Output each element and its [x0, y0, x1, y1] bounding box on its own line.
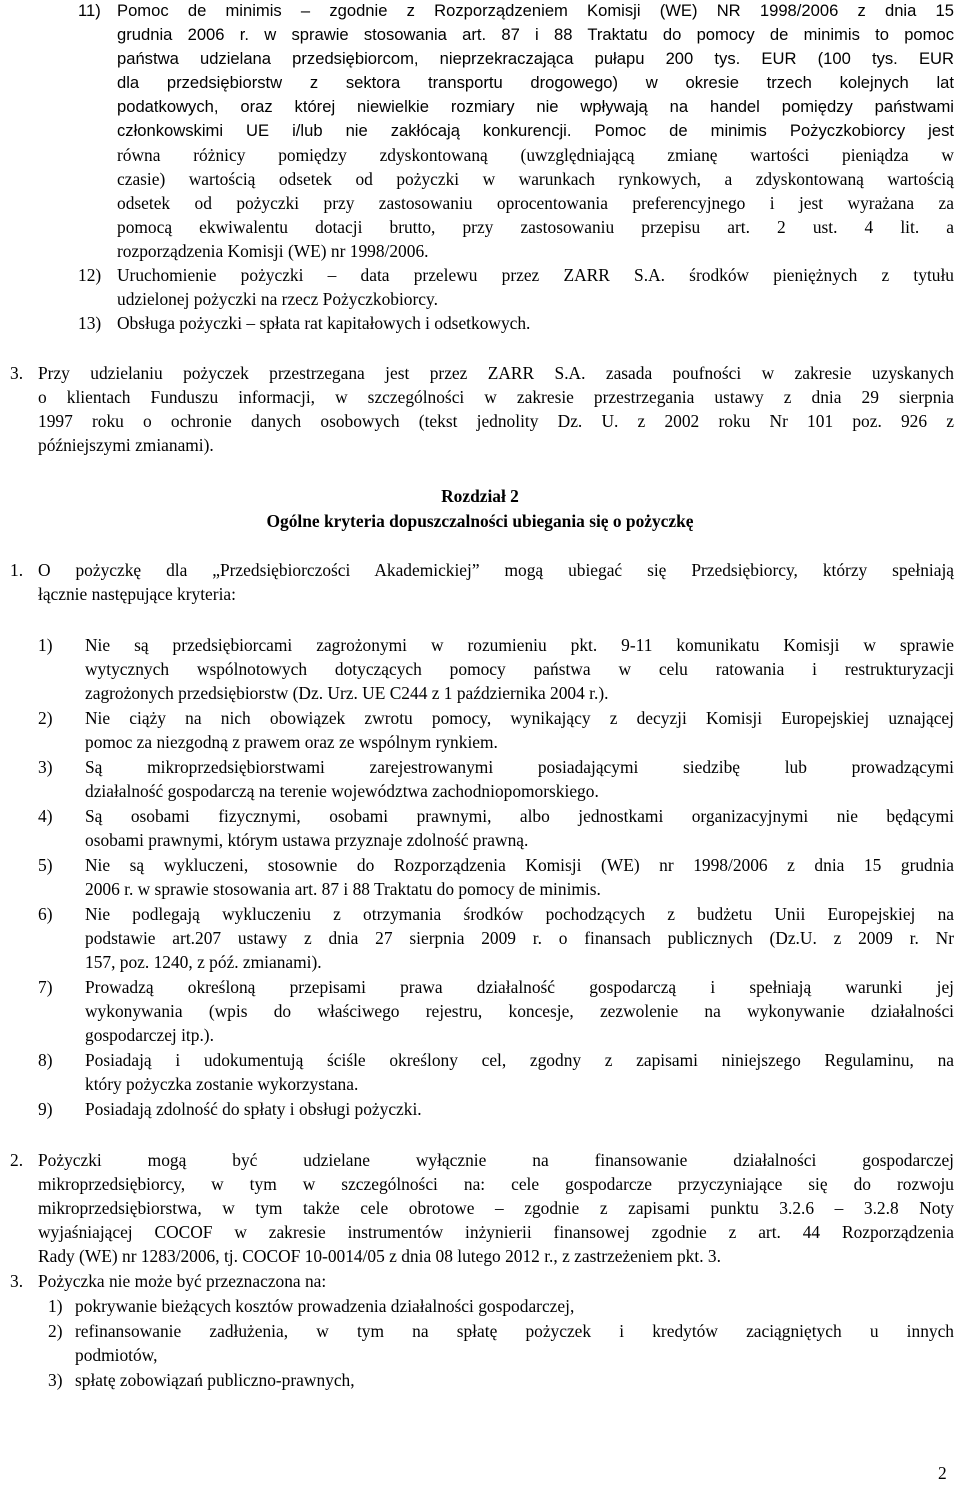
text-line: mikroprzedsiębiorstwa, w tym także cele obrotowe – zgodnie z zapisami punktu 3.2.6 – 3.2.8 Noty [38, 1198, 954, 1218]
exclusion-number: 2) [48, 1321, 63, 1341]
text-line: odsetek od pożyczki przy zastosowaniu oprocentowania preferencyjnego i jest wyrażana za [117, 193, 954, 213]
text-line: czasie) wartością odsetek od pożyczki w warunkach rynkowych, a zdyskontowaną wartością [117, 169, 954, 189]
criterion-number: 5) [38, 855, 53, 875]
text-line: wytycznych wspólnotowych dotyczących pomocy państwa w celu ratowania i restrukturyzacji [85, 659, 954, 679]
text-line: podmiotów, [75, 1345, 158, 1365]
text-line: wyjaśniającej COCOF w zakresie instrumentów inżynierii finansowej zgodnie z art. 44 Rozporządzenia [38, 1222, 954, 1242]
text-line: Pożyczka nie może być przeznaczona na: [38, 1271, 327, 1291]
criterion-number: 3) [38, 757, 53, 777]
text-line: Przy udzielaniu pożyczek przestrzegana jest przez ZARR S.A. zasada poufności w zakresie uzyskanych [38, 363, 954, 383]
text-line: pomoc za niezgodną z prawem oraz ze wspólnym rynkiem. [85, 732, 498, 752]
criterion-number: 9) [38, 1099, 53, 1119]
text-line: rozporządzenia Komisji (WE) nr 1998/2006. [117, 241, 429, 261]
text-line: gospodarczej itp.). [85, 1025, 214, 1045]
criterion-number: 8) [38, 1050, 53, 1070]
chapter-subtitle: Ogólne kryteria dopuszczalności ubiegania się o pożyczkę [266, 511, 694, 531]
page-number: 2 [938, 1463, 947, 1483]
text-line: O pożyczkę dla „Przedsiębiorczości Akademickiej” mogą ubiegać się Przedsiębiorcy, którzy spełniają [38, 560, 954, 580]
text-line: Prowadzą określoną przepisami prawa działalność gospodarczą i spełniają warunki jej [85, 977, 954, 997]
item-number: 12) [78, 265, 102, 285]
point-number: 3. [10, 363, 24, 383]
text-line: pomocą ekwiwalentu dotacji brutto, przy zastosowaniu przepisu art. 2 ust. 4 lit. a [117, 217, 954, 237]
text-line: 1997 roku o ochronie danych osobowych (tekst jednolity Dz. U. z 2002 roku Nr 101 poz. 926 z [38, 411, 954, 431]
text-line: Są osobami fizycznymi, osobami prawnymi, albo jednostkami organizacyjnymi nie będącymi [85, 806, 954, 826]
text-line: o klientach Funduszu informacji, w szczególności w zakresie przestrzegania ustawy z dnia 29 sierpnia [38, 387, 954, 407]
text-line: osobami prawnymi, którym ustawa przyznaje zdolność prawną. [85, 830, 529, 850]
text-line: Posiadają i udokumentują ściśle określony cel, zgodny z zapisami niniejszego Regulaminu, na [85, 1050, 954, 1070]
text-line: dla przedsiębiorstw z sektora transportu drogowego) w okresie trzech kolejnych lat [117, 73, 954, 92]
text-line: refinansowanie zadłużenia, w tym na spłatę pożyczek i kredytów zaciągniętych u innych [75, 1321, 954, 1341]
text-line: Uruchomienie pożyczki – data przelewu przez ZARR S.A. środków pieniężnych z tytułu [117, 265, 954, 285]
text-line: Nie ciąży na nich obowiązek zwrotu pomocy, wynikający z decyzji Komisji Europejskiej uznającej [85, 708, 954, 728]
text-line: Pomoc de minimis – zgodnie z Rozporządzeniem Komisji (WE) NR 1998/2006 z dnia 15 [117, 1, 954, 20]
text-line: 2006 r. w sprawie stosowania art. 87 i 88 Traktatu do pomocy de minimis. [85, 879, 601, 899]
text-line: 157, poz. 1240, z póź. zmianami). [85, 952, 322, 972]
text-line: Nie są przedsiębiorcami zagrożonymi w rozumieniu pkt. 9-11 komunikatu Komisji w sprawie [85, 635, 954, 655]
text-line: mikroprzedsiębiorcy, w tym w szczególności na: cele gospodarcze przyczyniające się do rozwoju [38, 1174, 954, 1194]
text-line: wykonywania (wpis do właściwego rejestru, koncesje, zezwolenie na wykonywanie działalności [85, 1001, 954, 1021]
item-number: 13) [78, 313, 102, 333]
criterion-number: 6) [38, 904, 53, 924]
criterion-number: 1) [38, 635, 53, 655]
exclusion-number: 1) [48, 1296, 63, 1316]
criterion-number: 4) [38, 806, 53, 826]
text-line: Pożyczki mogą być udzielane wyłącznie na finansowanie działalności gospodarczej [38, 1150, 954, 1170]
text-line: Nie są wykluczeni, stosownie do Rozporządzenia Komisji (WE) nr 1998/2006 z dnia 15 grudnia [85, 855, 954, 875]
text-line: pokrywanie bieżących kosztów prowadzenia działalności gospodarczej, [75, 1296, 575, 1316]
section-number: 2. [10, 1150, 24, 1170]
text-line: Rady (WE) nr 1283/2006, tj. COCOF 10-0014/05 z dnia 08 lutego 2012 r., z zastrzeżeniem pkt. 3. [38, 1246, 721, 1266]
text-line: państwa udzielana przedsiębiorcom, nieprzekraczająca pułapu 200 tys. EUR (100 tys. EUR [117, 49, 954, 68]
text-line: zagrożonych przedsiębiorstw (Dz. Urz. UE C244 z 1 października 2004 r.). [85, 683, 609, 703]
text-line: podstawie art.207 ustawy z dnia 27 sierpnia 2009 r. o finansach publicznych (Dz.U. z 2009 r. Nr [85, 928, 954, 948]
chapter-title: Rozdział 2 [441, 486, 519, 506]
section-number: 1. [10, 560, 24, 580]
text-line: grudnia 2006 r. w sprawie stosowania art. 87 i 88 Traktatu do pomocy de minimis to pomoc [117, 25, 954, 44]
criterion-number: 7) [38, 977, 53, 997]
text-line: równa różnicy pomiędzy zdyskontowaną (uwzględniającą zmianę wartości pieniądza w [117, 145, 954, 165]
text-line: podatkowych, oraz której niewielkie rozmiary nie wpływają na handel pomiędzy państwami [117, 97, 954, 116]
item-number: 11) [78, 1, 101, 20]
text-line: łącznie następujące kryteria: [38, 584, 236, 604]
text-line: Posiadają zdolność do spłaty i obsługi pożyczki. [85, 1099, 422, 1119]
text-line: Nie podlegają wykluczeniu z otrzymania środków pochodzących z budżetu Unii Europejskiej na [85, 904, 954, 924]
text-line: udzielonej pożyczki na rzecz Pożyczkobiorcy. [117, 289, 438, 309]
text-line: późniejszymi zmianami). [38, 435, 214, 455]
criterion-number: 2) [38, 708, 53, 728]
text-line: Obsługa pożyczki – spłata rat kapitałowych i odsetkowych. [117, 313, 531, 333]
section-number: 3. [10, 1271, 24, 1291]
text-line: działalność gospodarczą na terenie województwa zachodniopomorskiego. [85, 781, 599, 801]
text-line: który pożyczka zostanie wykorzystana. [85, 1074, 359, 1094]
exclusion-number: 3) [48, 1370, 63, 1390]
text-line: spłatę zobowiązań publiczno-prawnych, [75, 1370, 355, 1390]
text-line: członkowskimi UE i/lub nie zakłócają konkurencji. Pomoc de minimis Pożyczkobiorcy jest [117, 121, 954, 140]
text-line: Są mikroprzedsiębiorstwami zarejestrowanymi posiadającymi siedzibę lub prowadzącymi [85, 757, 954, 777]
